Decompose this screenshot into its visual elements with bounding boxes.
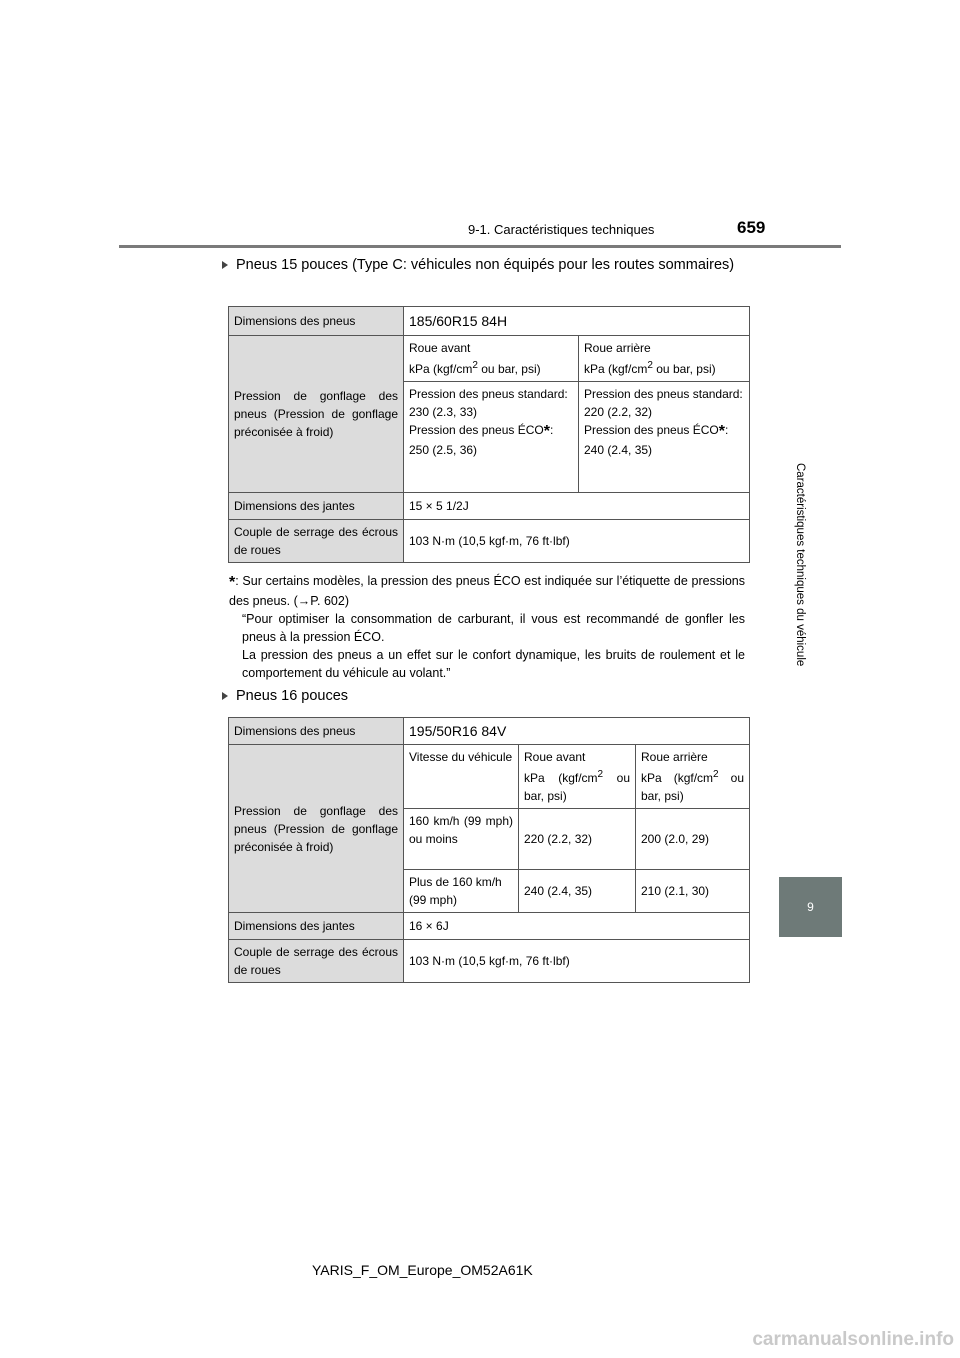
- watermark-text: carmanualsonline.info: [752, 1329, 954, 1350]
- tire-spec-table-15-inch: [228, 306, 750, 563]
- page-number: 659: [737, 218, 766, 237]
- rear-pressure-cell: 210 (2.1, 30): [636, 870, 750, 913]
- front-wheel-header: Roue avant kPa ($kgf/cm^2$ ou bar, psi): [519, 745, 636, 809]
- rim-size-value: 16 × 6J: [404, 913, 750, 940]
- table-row: [229, 493, 750, 520]
- torque-value: 103 N·m (10,5 kgf·m, 76 ft·lbf): [404, 940, 750, 983]
- chapter-number: 9: [807, 900, 814, 914]
- section-heading: 9-1. Caractéristiques techniques: [468, 222, 655, 237]
- front-pressure-cell: 240 (2.4, 35): [519, 870, 636, 913]
- tire-size-label: Dimensions des pneus: [229, 307, 404, 336]
- table-row: [229, 718, 750, 745]
- rear-pressure-cell: 200 (2.0, 29): [636, 809, 750, 870]
- table-row: [229, 336, 750, 382]
- document-code: YARIS_F_OM_Europe_OM52A61K: [312, 1262, 533, 1278]
- rim-size-value: 15 × 5 1/2J: [404, 493, 750, 520]
- section-title-16-inch: [222, 685, 752, 707]
- footnote-line: “Pour optimiser la consommation de carburant, il vous est recommandé de gonfler les pneus à la pression ÉCO.: [242, 612, 745, 644]
- table-row: [229, 745, 750, 809]
- rear-wheel-header: Roue arrière kPa ($kgf/cm^2$ ou bar, psi): [636, 745, 750, 809]
- rim-size-label: Dimensions des jantes: [229, 913, 404, 940]
- speed-header: Vitesse du véhicule: [404, 745, 519, 809]
- triangle-bullet-icon: [222, 692, 228, 700]
- rim-size-label: Dimensions des jantes: [229, 493, 404, 520]
- triangle-bullet-icon: [222, 261, 228, 269]
- footnote-star: *: [229, 574, 236, 591]
- speed-cell: 160 km/h (99 mph) ou moins: [404, 809, 519, 870]
- rear-wheel-header: Roue arrière kPa ($kgf/cm^2$ ou bar, psi): [579, 336, 750, 382]
- table-row: [229, 940, 750, 983]
- tire-size-value: 195/50R16 84V: [404, 718, 750, 745]
- pressure-label: Pression de gonflage des pneus (Pression de gonflage préconisée à froid): [229, 336, 404, 493]
- chapter-tab[interactable]: [779, 877, 842, 937]
- front-pressure-cell: Pression des pneus standard: 230 (2.3, 33) Pression des pneus ÉCO*: 250 (2.5, 36): [404, 382, 579, 493]
- footnote: [229, 572, 745, 682]
- tire-size-label: Dimensions des pneus: [229, 718, 404, 745]
- section-title-15-inch: [222, 254, 752, 276]
- watermark-logo: [708, 1326, 956, 1352]
- table-row: [229, 520, 750, 563]
- tire-size-value: 185/60R15 84H: [404, 307, 750, 336]
- front-pressure-cell: 220 (2.2, 32): [519, 809, 636, 870]
- rear-pressure-cell: Pression des pneus standard: 220 (2.2, 32) Pression des pneus ÉCO*: 240 (2.4, 35): [579, 382, 750, 493]
- header-rule: [119, 245, 841, 248]
- footnote-line: La pression des pneus a un effet sur le confort dynamique, les bruits de roulement et le comportement du véhicule au volant.”: [242, 648, 745, 680]
- torque-value: 103 N·m (10,5 kgf·m, 76 ft·lbf): [404, 520, 750, 563]
- tire-spec-table-16-inch: [228, 717, 750, 983]
- front-wheel-header: Roue avant kPa ($kgf/cm^2$ ou bar, psi): [404, 336, 579, 382]
- chapter-side-label: Caractéristiques techniques du véhicule: [794, 463, 806, 667]
- pressure-label: Pression de gonflage des pneus (Pression de gonflage préconisée à froid): [229, 745, 404, 913]
- torque-label: Couple de serrage des écrous de roues: [229, 940, 404, 983]
- speed-cell: Plus de 160 km/h (99 mph): [404, 870, 519, 913]
- section-title-text: Pneus 15 pouces (Type C: véhicules non équipés pour les routes sommaires): [236, 257, 735, 273]
- table-row: [229, 307, 750, 336]
- section-title-text: Pneus 16 pouces: [236, 688, 349, 704]
- table-row: [229, 913, 750, 940]
- footnote-line: : Sur certains modèles, la pression des pneus ÉCO est indiquée sur l’étiquette de pressions des pneus. (→P. 602): [229, 574, 745, 608]
- torque-label: Couple de serrage des écrous de roues: [229, 520, 404, 563]
